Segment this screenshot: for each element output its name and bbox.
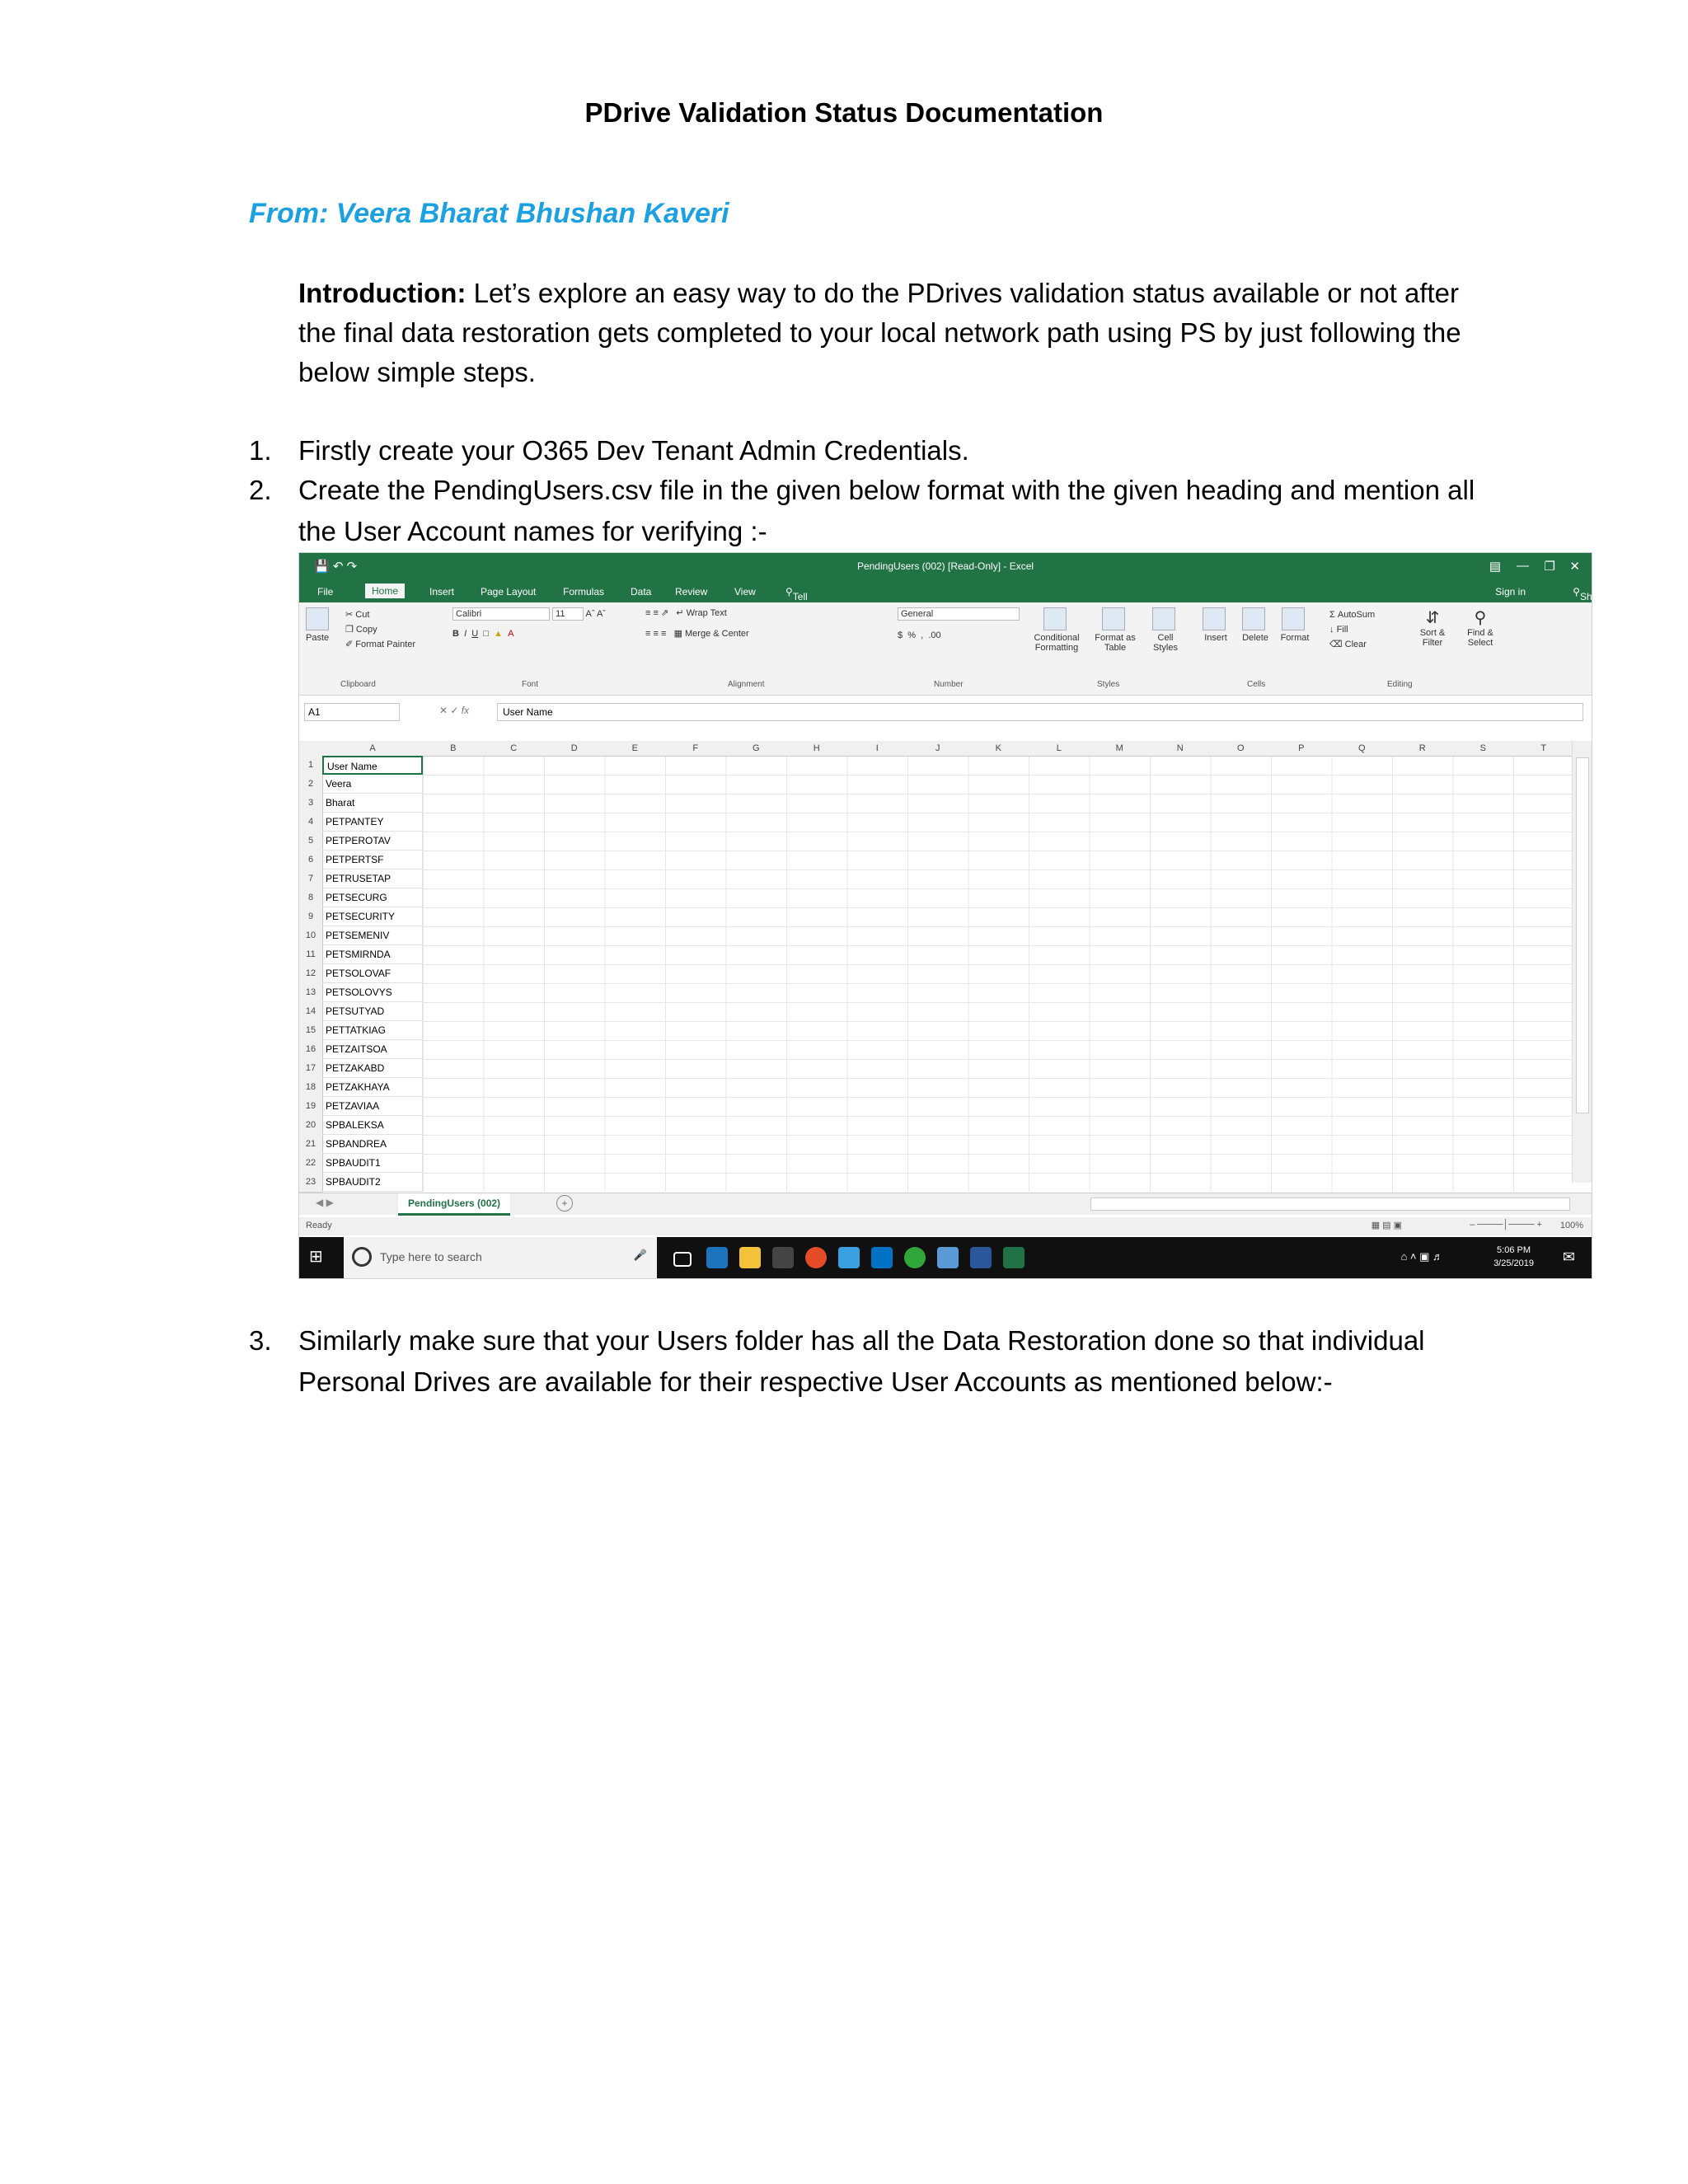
app-icon[interactable] — [838, 1247, 860, 1268]
row-header[interactable]: 17 — [299, 1059, 323, 1079]
table-cell[interactable]: PETZAKHAYA — [322, 1078, 423, 1097]
search-placeholder: Type here to search — [380, 1250, 482, 1263]
format-cells-icon — [1282, 607, 1305, 630]
find-select-label: Find & Select — [1467, 628, 1493, 648]
underline-icon[interactable]: U — [471, 629, 479, 639]
table-cell[interactable]: PETZAVIAA — [322, 1097, 423, 1116]
select-all-corner[interactable] — [299, 741, 323, 757]
row-header[interactable]: 12 — [299, 964, 323, 984]
row-header[interactable]: 6 — [299, 851, 323, 870]
insert-cells-icon — [1203, 607, 1226, 630]
author-line: From: Veera Bharat Bhushan Kaveri — [249, 198, 729, 229]
align-left-icon[interactable]: ≡ — [645, 629, 651, 639]
font-name-select[interactable]: Calibri — [452, 607, 550, 621]
row-header[interactable]: 7 — [299, 869, 323, 889]
tab-page-layout[interactable]: Page Layout — [481, 586, 537, 598]
column-header[interactable]: S — [1453, 741, 1515, 757]
format-as-table-label: Format as Table — [1095, 633, 1136, 653]
microphone-icon[interactable]: 🎤 — [633, 1249, 647, 1261]
format-as-table-icon — [1102, 607, 1125, 630]
format-as-table-button[interactable] — [1090, 607, 1140, 653]
alignment-group — [645, 607, 749, 639]
step-text: Create the PendingUsers.csv file in the given below format with the given heading and mention all the User Account names for verifying :- — [298, 475, 1475, 546]
fill-button[interactable]: ↓ Fill — [1329, 625, 1348, 635]
table-cell[interactable]: PETZAITSOA — [322, 1040, 423, 1059]
step-text: Similarly make sure that your Users folder has all the Data Restoration done so that individual Personal Drives are available for their respective User Accounts as mentioned below:- — [298, 1325, 1425, 1397]
merge-center-button[interactable]: ▦ Merge & Center — [673, 629, 749, 639]
column-header[interactable]: Q — [1332, 741, 1394, 757]
column-header[interactable]: R — [1392, 741, 1454, 757]
currency-icon[interactable]: $ — [898, 630, 903, 640]
tab-view[interactable]: View — [734, 586, 756, 598]
group-label: Alignment — [728, 680, 765, 689]
table-cell[interactable]: PETSECURG — [322, 888, 423, 907]
delete-cells-icon — [1242, 607, 1265, 630]
table-cell[interactable]: PETPERTSF — [322, 851, 423, 869]
row-header[interactable]: 3 — [299, 794, 323, 813]
scroll-thumb[interactable] — [1576, 757, 1589, 1113]
row-header[interactable]: 22 — [299, 1154, 323, 1174]
table-cell[interactable]: PETSOLOVYS — [322, 983, 423, 1002]
cut-label: Cut — [355, 610, 370, 620]
row-header[interactable]: 23 — [299, 1173, 323, 1193]
column-header[interactable]: T — [1513, 741, 1575, 757]
conditional-formatting-icon — [1043, 607, 1067, 630]
table-cell[interactable]: PETSUTYAD — [322, 1002, 423, 1021]
sort-filter-button[interactable] — [1412, 607, 1453, 648]
insert-cells-button[interactable] — [1199, 607, 1232, 643]
formula-input[interactable]: User Name — [497, 703, 1583, 721]
column-header[interactable]: H — [786, 741, 848, 757]
ribbon-display-icon[interactable]: ▤ — [1489, 560, 1501, 574]
fill-label: Fill — [1336, 625, 1348, 635]
table-cell[interactable]: PETSEMENIV — [322, 926, 423, 945]
find-select-button[interactable] — [1460, 607, 1501, 648]
percent-icon[interactable]: % — [907, 630, 917, 640]
table-cell[interactable]: PETSOLOVAF — [322, 964, 423, 983]
step-text: Firstly create your O365 Dev Tenant Admin Credentials. — [298, 435, 969, 466]
insert-label: Insert — [1204, 633, 1227, 643]
row-header[interactable]: 11 — [299, 945, 323, 965]
cell-gridlines — [423, 756, 1573, 1192]
column-header[interactable]: E — [605, 741, 667, 757]
tab-review[interactable]: Review — [675, 586, 708, 598]
fill-color-icon[interactable]: ▲ — [494, 629, 504, 639]
column-header[interactable]: F — [665, 741, 727, 757]
table-cell[interactable]: Bharat — [322, 794, 423, 813]
excel-screenshot — [298, 552, 1607, 1279]
conditional-formatting-label: Conditional Formatting — [1034, 633, 1080, 653]
column-header[interactable]: J — [907, 741, 969, 757]
table-cell[interactable]: PETSECURITY — [322, 907, 423, 926]
excel-title-bar — [299, 553, 1592, 581]
format-painter-button[interactable]: ✐ Format Painter — [345, 640, 416, 649]
ribbon-home — [299, 602, 1592, 696]
row-header[interactable]: 14 — [299, 1002, 323, 1022]
introduction-label: Introduction: — [298, 278, 467, 308]
column-header[interactable]: C — [484, 741, 546, 757]
row-header[interactable]: 18 — [299, 1078, 323, 1098]
decimal-icon[interactable]: .00 — [928, 630, 941, 640]
column-header[interactable]: K — [968, 741, 1030, 757]
row-header[interactable]: 4 — [299, 813, 323, 832]
name-box[interactable]: A1 — [304, 703, 400, 721]
row-header[interactable]: 5 — [299, 832, 323, 851]
group-label: Editing — [1387, 680, 1413, 689]
orientation-icon[interactable]: ⇗ — [660, 608, 669, 618]
notifications-icon[interactable]: ✉ — [1562, 1249, 1575, 1265]
introduction-text: Let’s explore an easy way to do the PDrives validation status available or not after the final data restoration gets completed to your local network path using PS by just following the below simple steps. — [298, 278, 1461, 387]
group-label: Cells — [1247, 680, 1266, 689]
column-header[interactable]: N — [1150, 741, 1212, 757]
group-label: Number — [934, 680, 964, 689]
table-cell[interactable]: PETPANTEY — [322, 813, 423, 832]
column-header[interactable]: M — [1090, 741, 1151, 757]
quick-access-toolbar[interactable]: 💾 ↶ ↷ — [314, 560, 358, 574]
tell-me-box[interactable]: ⚲ Tell — [785, 586, 793, 598]
table-cell[interactable]: Veera — [322, 775, 423, 794]
outlook-icon[interactable] — [871, 1247, 893, 1268]
comma-icon[interactable]: , — [921, 630, 924, 640]
windows-start-icon[interactable]: ⊞ — [309, 1248, 323, 1266]
ribbon-tabs — [299, 581, 1607, 602]
sheet-nav-icon[interactable]: ◀ ▶ — [316, 1197, 334, 1208]
font-group — [452, 607, 606, 639]
column-header[interactable]: D — [544, 741, 606, 757]
copy-label: Copy — [355, 625, 377, 635]
selected-cell[interactable]: User Name — [322, 756, 423, 775]
windows-taskbar — [299, 1237, 1592, 1278]
align-center-icon[interactable]: ≡ — [653, 629, 659, 639]
tab-home[interactable]: Home — [365, 583, 405, 598]
align-middle-icon[interactable]: ≡ — [653, 608, 659, 618]
column-header[interactable]: G — [726, 741, 788, 757]
sort-filter-icon: ⇵ — [1425, 609, 1440, 627]
autosum-button[interactable]: Σ AutoSum — [1329, 610, 1376, 620]
group-label: Font — [522, 680, 539, 689]
italic-icon[interactable]: I — [464, 629, 467, 639]
group-label: Styles — [1097, 680, 1120, 689]
column-header[interactable]: I — [847, 741, 909, 757]
copy-button[interactable]: ❐ Copy — [345, 625, 377, 635]
sheet-tab[interactable]: PendingUsers (002) — [398, 1193, 510, 1216]
clipboard-group — [306, 607, 332, 643]
formula-bar — [299, 701, 1592, 723]
column-header[interactable]: B — [423, 741, 485, 757]
file-explorer-icon[interactable] — [739, 1247, 761, 1268]
word-icon[interactable] — [970, 1247, 992, 1268]
column-header[interactable]: A — [322, 741, 424, 757]
taskbar-clock[interactable] — [1493, 1244, 1534, 1270]
sign-in-link[interactable]: Sign in — [1495, 586, 1526, 598]
horizontal-scrollbar[interactable] — [1090, 1197, 1570, 1211]
bold-icon[interactable]: B — [452, 629, 459, 639]
align-top-icon[interactable]: ≡ — [645, 608, 651, 618]
step-number: 1. — [249, 435, 272, 466]
column-header[interactable]: O — [1211, 741, 1273, 757]
cortana-icon — [352, 1247, 372, 1267]
table-cell[interactable]: PETTATKIAG — [322, 1021, 423, 1040]
step-number: 3. — [249, 1325, 272, 1356]
cell-styles-button[interactable] — [1145, 607, 1186, 653]
autosum-label: AutoSum — [1337, 610, 1376, 620]
zoom-slider[interactable]: – ────│──── + — [1470, 1220, 1542, 1230]
table-cell[interactable]: SPBAUDIT1 — [322, 1154, 423, 1173]
number-group — [898, 607, 1020, 640]
clear-label: Clear — [1344, 640, 1367, 649]
cut-button[interactable]: ✂ Cut — [345, 610, 370, 620]
table-cell[interactable]: SPBALEKSA — [322, 1116, 423, 1135]
step-number: 2. — [249, 475, 272, 505]
row-header[interactable]: 1 — [299, 756, 323, 776]
table-cell[interactable]: PETRUSETAP — [322, 869, 423, 888]
tab-file[interactable]: File — [317, 586, 334, 598]
table-cell[interactable]: PETZAKABD — [322, 1059, 423, 1078]
row-header[interactable]: 20 — [299, 1116, 323, 1136]
shrink-font-icon[interactable]: Aˇ — [596, 609, 606, 619]
row-header[interactable]: 16 — [299, 1040, 323, 1060]
row-header[interactable]: 13 — [299, 983, 323, 1003]
paste-icon — [306, 607, 329, 630]
tell-me-text: Tell — [792, 591, 808, 602]
introduction-paragraph — [298, 274, 1502, 392]
add-sheet-icon[interactable]: + — [556, 1195, 573, 1212]
sheet-tab-bar — [299, 1193, 1592, 1215]
clear-button[interactable]: ⌫ Clear — [1329, 640, 1367, 649]
delete-label: Delete — [1242, 633, 1268, 643]
paste-button[interactable] — [306, 607, 332, 643]
align-right-icon[interactable]: ≡ — [660, 629, 667, 639]
row-header[interactable]: 9 — [299, 907, 323, 927]
minimize-icon[interactable]: — — [1517, 559, 1529, 573]
worksheet-grid[interactable] — [299, 741, 1573, 1188]
row-header[interactable]: 10 — [299, 926, 323, 946]
font-color-icon[interactable]: A — [508, 629, 514, 639]
grow-font-icon[interactable]: Aˆ — [585, 609, 595, 619]
close-icon[interactable]: ✕ — [1569, 560, 1580, 574]
format-painter-label: Format Painter — [355, 640, 416, 649]
tab-insert[interactable]: Insert — [429, 586, 455, 598]
vertical-scrollbar[interactable] — [1572, 741, 1592, 1183]
share-label: Share — [1580, 591, 1607, 602]
zoom-level[interactable]: 100% — [1559, 1221, 1583, 1230]
row-header[interactable]: 21 — [299, 1135, 323, 1155]
conditional-formatting-button[interactable] — [1028, 607, 1085, 653]
wrap-text-button[interactable]: ↵ Wrap Text — [676, 608, 727, 618]
font-size-select[interactable]: 11 — [552, 607, 584, 621]
cell-styles-icon — [1152, 607, 1175, 630]
restore-icon[interactable]: ❐ — [1544, 560, 1555, 574]
tab-data[interactable]: Data — [631, 586, 652, 598]
clipboard-commands — [345, 607, 415, 652]
edge-icon[interactable] — [706, 1247, 728, 1268]
excel-icon[interactable] — [1003, 1247, 1025, 1268]
store-icon[interactable] — [772, 1247, 794, 1268]
editing-group — [1329, 607, 1375, 652]
document-title: PDrive Validation Status Documentation — [584, 97, 1104, 128]
function-icon[interactable]: ✕ ✓ fx — [439, 705, 470, 716]
paste-label: Paste — [306, 633, 330, 643]
window-title: PendingUsers (002) [Read-Only] - Excel — [856, 560, 1034, 572]
share-button[interactable]: ⚲ Share — [1573, 586, 1607, 602]
sort-filter-label: Sort & Filter — [1419, 628, 1446, 648]
find-select-icon: ⚲ — [1474, 609, 1487, 627]
row-header[interactable]: 19 — [299, 1097, 323, 1117]
cell-styles-label: Cell Styles — [1153, 633, 1178, 653]
group-label: Clipboard — [340, 680, 376, 689]
clock-time: 5:06 PM — [1497, 1245, 1531, 1255]
format-cells-button[interactable] — [1278, 607, 1311, 643]
format-label: Format — [1280, 633, 1310, 643]
app-icon[interactable] — [937, 1247, 959, 1268]
row-header[interactable]: 8 — [299, 888, 323, 908]
view-buttons-icon[interactable]: ▦ ▤ ▣ — [1371, 1221, 1402, 1230]
merge-center-label: Merge & Center — [685, 629, 749, 639]
tab-formulas[interactable]: Formulas — [563, 586, 605, 598]
taskbar-search[interactable] — [344, 1237, 657, 1278]
number-format-select[interactable]: General — [898, 607, 1020, 621]
status-text: Ready — [306, 1221, 332, 1230]
column-header[interactable]: L — [1029, 741, 1090, 757]
task-view-icon[interactable] — [673, 1252, 692, 1267]
system-tray-icons[interactable]: ⌂ ˄ ▣ ♬ — [1400, 1250, 1443, 1263]
app-icon[interactable] — [904, 1247, 926, 1268]
status-bar — [299, 1217, 1592, 1235]
table-cell[interactable]: SPBANDREA — [322, 1135, 423, 1154]
delete-cells-button[interactable] — [1239, 607, 1272, 643]
wrap-text-label: Wrap Text — [686, 608, 727, 618]
borders-icon[interactable]: □ — [483, 629, 489, 639]
chrome-icon[interactable] — [805, 1247, 827, 1268]
column-header[interactable]: P — [1271, 741, 1333, 757]
table-cell[interactable]: PETSMIRNDA — [322, 945, 423, 964]
table-cell[interactable]: SPBAUDIT2 — [322, 1173, 423, 1192]
row-header[interactable]: 2 — [299, 775, 323, 794]
clock-date: 3/25/2019 — [1493, 1258, 1534, 1268]
table-cell[interactable]: PETPEROTAV — [322, 832, 423, 851]
row-header[interactable]: 15 — [299, 1021, 323, 1041]
